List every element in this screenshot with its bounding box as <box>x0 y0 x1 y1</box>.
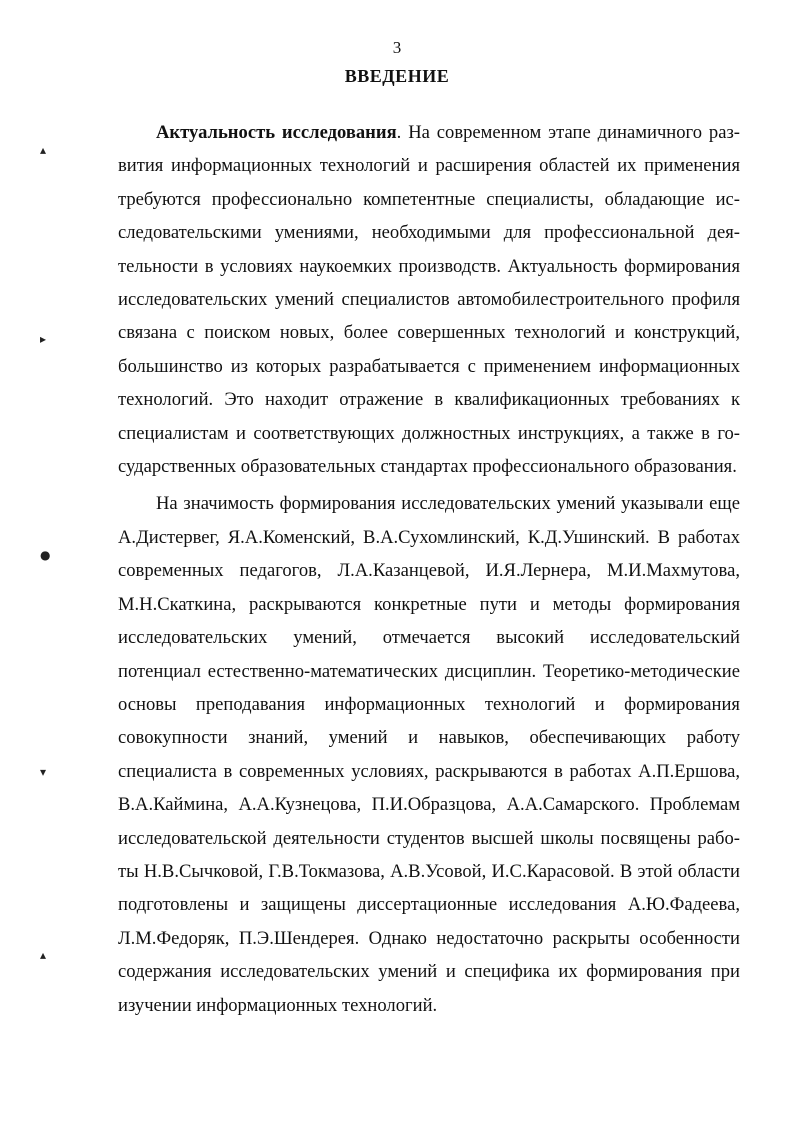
scan-mark: ▴ <box>40 948 47 962</box>
page-number: 3 <box>392 38 402 57</box>
scan-mark: ● <box>40 548 51 562</box>
paragraph-significance: На значимость формирования исследовательских умений указывали еще А.Дистервег, Я.А.Коменский, В.А.Сухомлинский, К.Д.Ушинский. В работах современных педагогов, Л.А.Казанцевой, И.Я.Лернера, М.И.Махмутова, М.Н.Скаткина, раскрываются конкретные пути и методы формирования исследовательских умений, отмечается высокий исследовательский потенциал естественно-математических дисциплин. Теоретико-методические основы преподавания информационных технологий и формирования совокупности знаний, умений и навыков, обеспечивающих работу специалиста в современных условиях, раскрываются в работах А.П.Ершова, В.А.Каймина, А.А.Кузнецова, П.И.Образцова, А.А.Самарского. Проблемам исследовательской деятельности студентов высшей школы посвящены работы Н.В.Сычковой, Г.В.Токмазова, А.В.Усовой, И.С.Карасовой. В этой области подготовлены и защищены диссертационные исследования А.Ю.Фадеева, Л.М.Федоряк, П.Э.Шендерея. Однако недостаточно раскрыты особенности содержания исследовательских умений и специфика их формирования при изучении информационных технологий. <box>118 493 740 1016</box>
scan-mark: ▸ <box>40 332 47 346</box>
body-text <box>118 116 740 1022</box>
paragraph-actuality <box>118 116 740 483</box>
scan-mark: ▴ <box>40 143 47 157</box>
scan-mark: ▾ <box>40 765 47 779</box>
paragraph-text: . На современном этапе динамичного развития информационных технологий и расширения областей их применения требуются профессионально компетентные специалисты, обладающие исследовательскими умениями, необходимыми для профессиональной деятельности в условиях наукоемких производств. Актуальность формирования исследовательских умений специалистов автомобилестроительного профиля связана с поиском новых, более совершенных технологий и конструкций, большинство из которых разрабатывается с применением информационных технологий. Это находит отражение в квалификационных требованиях к специалистам и соответствующих должностных инструкциях, а также в государственных образовательных стандартах профессионального образования. <box>118 122 740 478</box>
paragraph-lead: Актуальность исследования <box>156 122 397 143</box>
page-title: ВВЕДЕНИЕ <box>344 66 450 86</box>
